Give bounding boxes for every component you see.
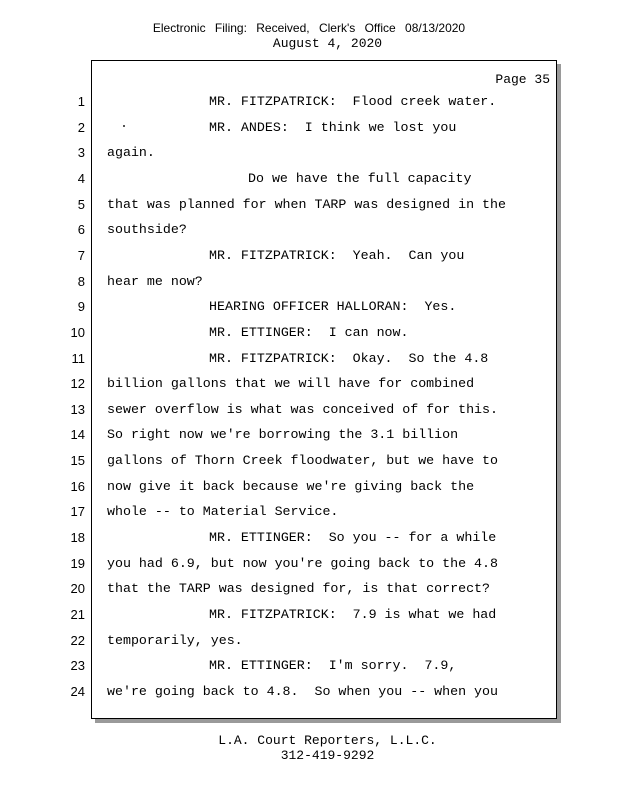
line-number: 5 <box>77 196 85 212</box>
line-text: we're going back to 4.8. So when you -- when you <box>107 683 498 699</box>
line-number: 15 <box>70 453 85 469</box>
line-text: temporarily, yes. <box>107 632 243 648</box>
line-number: 16 <box>70 478 85 494</box>
line-text: MR. FITZPATRICK: 7.9 is what we had <box>209 607 497 622</box>
transcript-line <box>0 220 618 240</box>
line-number: 12 <box>70 376 85 392</box>
line-number: 4 <box>77 170 85 186</box>
page-number: Page 35 <box>495 72 550 87</box>
line-number: 9 <box>77 299 85 315</box>
transcript-line <box>0 425 618 445</box>
transcript-line <box>0 143 618 163</box>
line-number: 18 <box>70 530 85 546</box>
transcript-line <box>0 631 618 651</box>
line-number: 7 <box>77 247 85 263</box>
transcript-line <box>0 272 618 292</box>
line-number: 14 <box>70 427 85 443</box>
line-number: 22 <box>70 632 85 648</box>
line-text: southside? <box>107 222 187 238</box>
transcript-line <box>0 554 618 574</box>
line-number: 8 <box>77 273 85 289</box>
transcript-line <box>0 451 618 471</box>
filing-stamp: Electronic Filing: Received, Clerk's Office 08/13/2020 <box>152 21 466 35</box>
line-text: hear me now? <box>107 273 203 289</box>
line-text: MR. ETTINGER: So you -- for a while <box>209 530 497 546</box>
transcript-line <box>0 297 618 317</box>
transcript-line <box>0 118 618 138</box>
transcript-line <box>0 528 618 548</box>
transcript-line <box>0 656 618 676</box>
line-number: 11 <box>71 350 85 366</box>
line-number: 3 <box>77 145 85 161</box>
line-number: 23 <box>70 658 85 674</box>
line-number: 21 <box>70 607 85 622</box>
line-number: 2 <box>77 119 85 135</box>
line-number: 6 <box>77 222 85 238</box>
line-text: Do we have the full capacity <box>248 170 472 186</box>
transcript-line <box>0 349 618 369</box>
transcript-line <box>0 92 618 112</box>
line-text: that the TARP was designed for, is that correct? <box>107 581 491 597</box>
line-number: 20 <box>70 581 85 597</box>
transcript-line <box>0 502 618 522</box>
line-number: 10 <box>70 324 85 340</box>
transcript-line <box>0 605 618 625</box>
transcript-line <box>0 374 618 394</box>
line-text: you had 6.9, but now you're going back to the 4.8 <box>107 555 498 571</box>
line-text: MR. ETTINGER: I'm sorry. 7.9, <box>209 658 457 674</box>
transcript-line <box>0 400 618 420</box>
line-text: gallons of Thorn Creek floodwater, but we have to <box>107 453 498 469</box>
reporter-company: L.A. Court Reporters, L.L.C. <box>218 733 437 748</box>
transcript-line <box>0 477 618 497</box>
reporter-phone: 312-419-9292 <box>280 748 375 763</box>
line-number: 19 <box>70 555 85 571</box>
footer <box>0 733 618 763</box>
line-text: now give it back because we're giving back the <box>107 478 475 494</box>
line-number: 1 <box>77 94 85 109</box>
line-text: HEARING OFFICER HALLORAN: Yes. <box>209 299 457 315</box>
line-number: 24 <box>70 683 85 699</box>
transcript-line <box>0 195 618 215</box>
transcript-line <box>0 579 618 599</box>
line-text: that was planned for when TARP was designed in the <box>107 196 506 212</box>
line-text: sewer overflow is what was conceived of for this. <box>107 401 498 417</box>
transcript-line <box>0 323 618 343</box>
line-text: MR. ETTINGER: I can now. <box>209 324 409 340</box>
transcript-line <box>0 246 618 266</box>
line-text: MR. FITZPATRICK: Okay. So the 4.8 <box>209 350 489 366</box>
line-number: 17 <box>70 504 85 520</box>
transcript-line <box>0 682 618 702</box>
line-text: whole -- to Material Service. <box>107 504 339 520</box>
line-text: So right now we're borrowing the 3.1 billion <box>107 427 459 443</box>
line-text: MR. FITZPATRICK: Flood creek water. <box>209 94 497 109</box>
transcript-date: August 4, 2020 <box>272 36 383 51</box>
line-text: MR. ANDES: I think we lost you <box>209 119 457 135</box>
transcript-line <box>0 169 618 189</box>
line-text: again. <box>107 145 155 161</box>
line-text: billion gallons that we will have for combined <box>107 376 475 392</box>
line-number: 13 <box>70 401 85 417</box>
line-text: MR. FITZPATRICK: Yeah. Can you <box>209 247 465 263</box>
